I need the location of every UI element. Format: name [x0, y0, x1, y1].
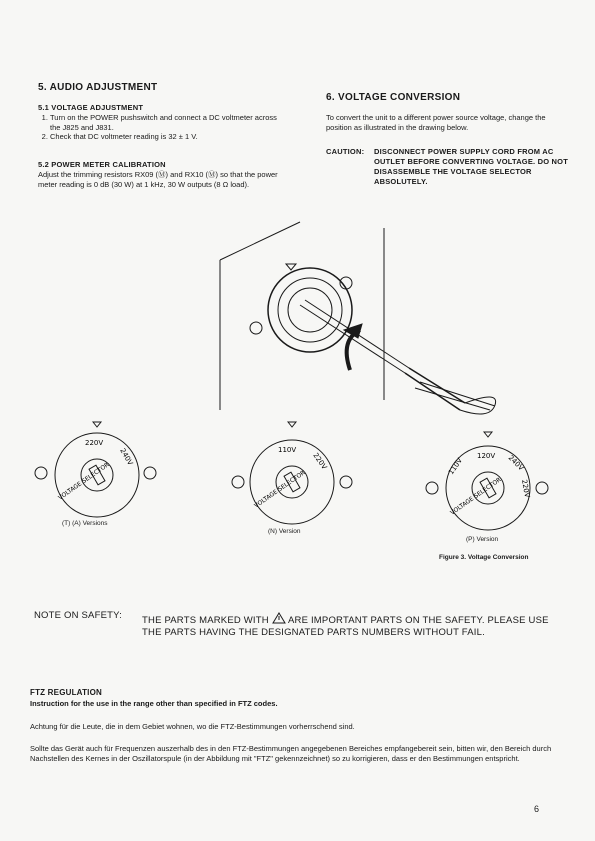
- caption-n: (N) Version: [268, 528, 301, 535]
- adjustment-steps: [38, 113, 286, 142]
- safety-line-1: [142, 612, 549, 626]
- caution-text: DISCONNECT POWER SUPPLY CORD FROM AC OUTLET BEFORE CONVERTING VOLTAGE. DO NOT DISASSEMBLE THE VOLTAGE SELECTOR ABSOLUTELY.: [374, 147, 568, 186]
- safety-line-2: THE PARTS HAVING THE DESIGNATED PARTS NUMBERS WITHOUT FAIL.: [142, 627, 485, 638]
- safety-label: NOTE ON SAFETY:: [34, 610, 122, 621]
- caution-label: CAUTION:: [326, 147, 365, 156]
- section-6-heading: 6. VOLTAGE CONVERSION: [326, 92, 461, 103]
- voltage-selector-dial-p: [422, 430, 552, 535]
- dial-side-label: 240V: [118, 447, 135, 467]
- dial-left-label: 110V: [447, 456, 465, 477]
- step-2: 2. Check that DC voltmeter reading is 32 ± 1 V.: [50, 132, 286, 142]
- voltage-selector-dial-t-a: [30, 420, 160, 520]
- conversion-paragraph: To convert the unit to a different power source voltage, change the position as illustrated in the drawing below.: [326, 113, 546, 132]
- warning-triangle-icon: [272, 612, 286, 624]
- section-5-heading: 5. AUDIO ADJUSTMENT: [38, 82, 158, 93]
- caption-t-a: (T) (A) Versions: [62, 520, 108, 527]
- calibration-paragraph: Adjust the trimming resistors RX09 (Ⓜ) and RX10 (Ⓜ) so that the power meter reading is 0 dB (30 W) at 1 kHz, 30 W outputs (8 Ω load).: [38, 170, 278, 189]
- dial-side-label: 220V: [311, 451, 329, 472]
- step-1: 1. Turn on the POWER pushswitch and connect a DC voltmeter across the J825 and J831.: [50, 113, 286, 132]
- ftz-line-2: Achtung für die Leute, die in dem Gebiet wohnen, wo die FTZ-Bestimmungen vorherrschend sind.: [30, 722, 355, 731]
- ftz-heading: FTZ REGULATION: [30, 688, 102, 697]
- subsection-5-1-heading: 5.1 VOLTAGE ADJUSTMENT: [38, 103, 144, 112]
- subsection-5-2-heading: 5.2 POWER METER CALIBRATION: [38, 160, 166, 169]
- safety-line-1a: THE PARTS MARKED WITH: [142, 615, 269, 626]
- dial-extra-label: 220V: [520, 478, 532, 499]
- safety-line-1b: ARE IMPORTANT PARTS ON THE SAFETY. PLEASE USE: [288, 615, 549, 626]
- dial-top-label: 110V: [278, 446, 297, 454]
- voltage-selector-illustration: [200, 210, 510, 420]
- voltage-selector-dial-n: [228, 420, 358, 525]
- ftz-line-1: Instruction for the use in the range other than specified in FTZ codes.: [30, 699, 278, 708]
- dial-top-label: 220V: [85, 439, 104, 447]
- page-number: 6: [534, 804, 540, 814]
- dial-ring-text: VOLTAGE SELECTOR: [57, 461, 111, 502]
- dial-top-label: 120V: [477, 452, 496, 460]
- dial-ring-text: VOLTAGE SELECTOR: [253, 469, 307, 510]
- dial-side-label: 240V: [506, 453, 526, 473]
- caption-p: (P) Version: [466, 536, 499, 543]
- dial-ring-text: VOLTAGE SELECTOR: [449, 476, 503, 517]
- figure-caption: Figure 3. Voltage Conversion: [439, 554, 529, 561]
- ftz-paragraph: Sollte das Gerät auch für Frequenzen auszerhalb des in den FTZ-Bestimmungen angegebenen Bereiches empfangebereit sein, bitten wir, den Bereich durch Nachstellen des Kernes in der Oszillatorspule (in der Abbildung mit "FTZ" gekennzeichnet) so zu korrigieren, dass er den Bestimmungen entspricht.: [30, 744, 552, 763]
